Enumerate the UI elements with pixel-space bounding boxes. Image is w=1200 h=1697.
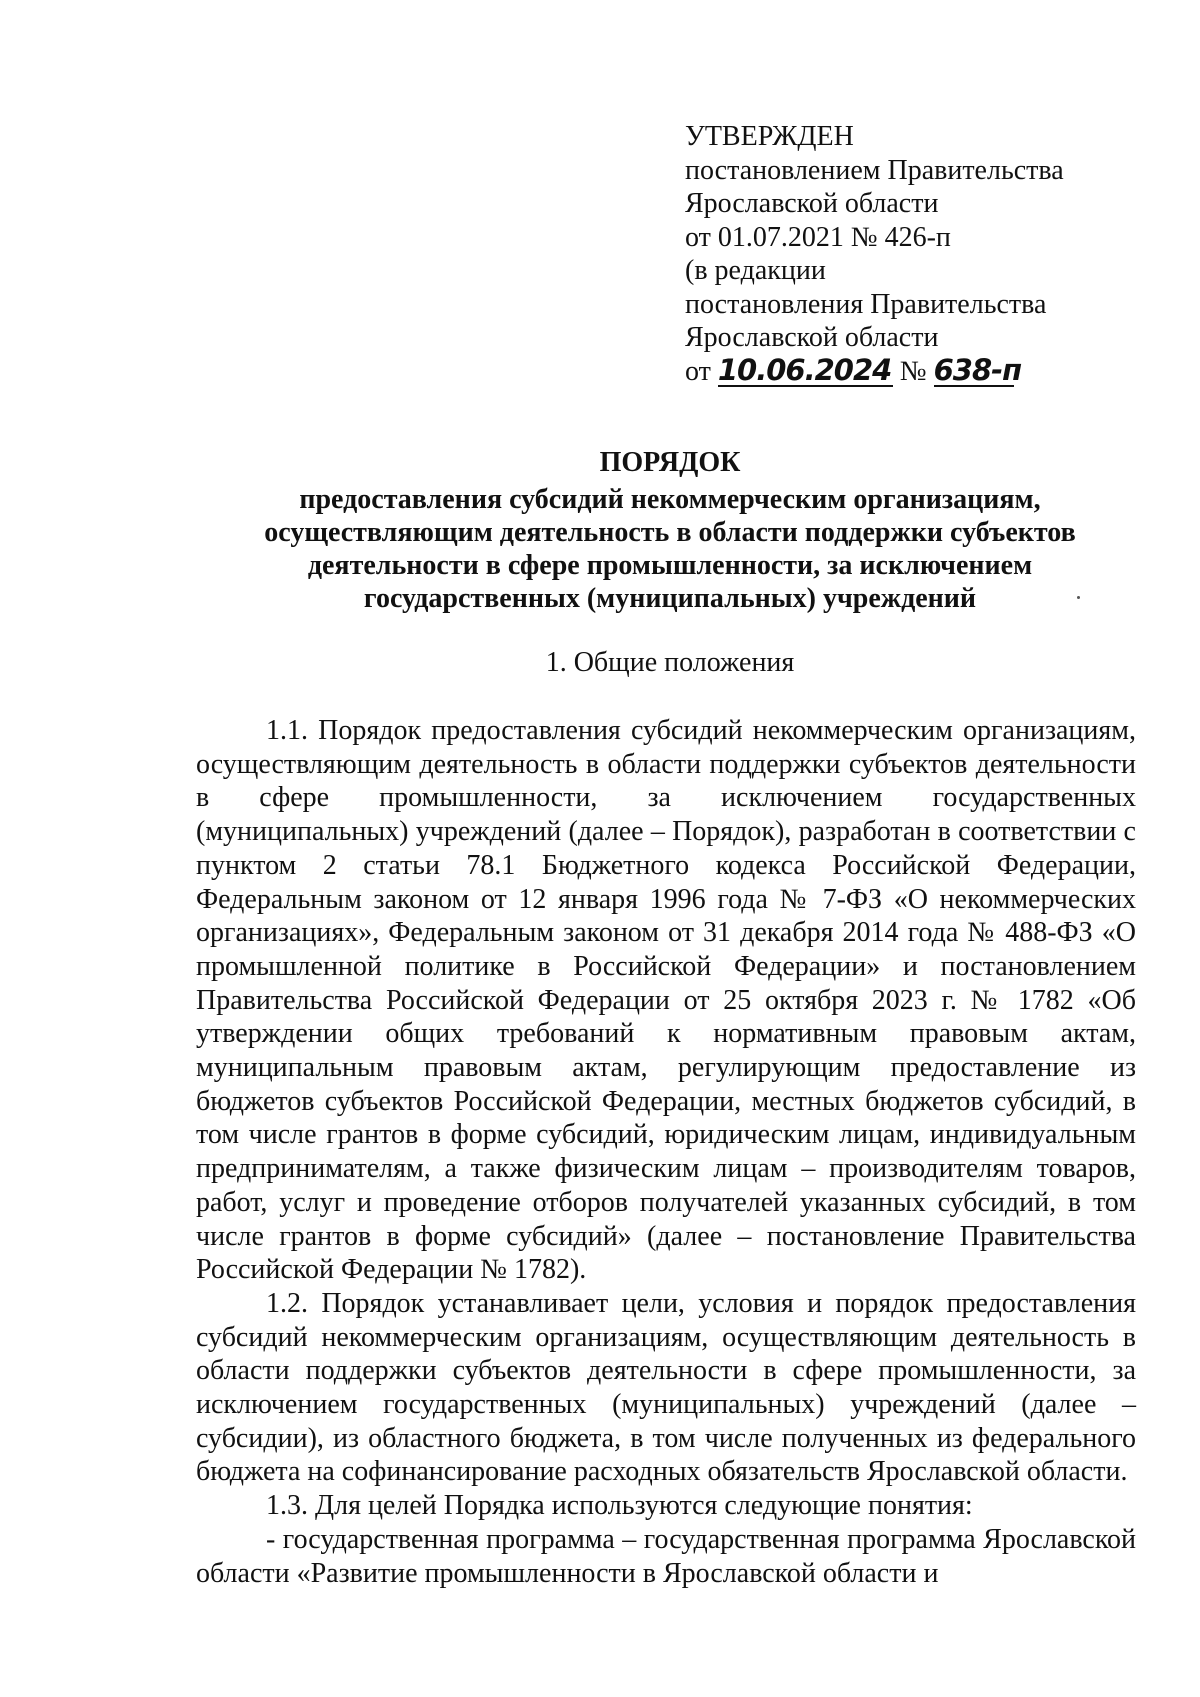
number-label: № [899, 355, 927, 387]
approval-line: постановления Правительства [685, 288, 1047, 320]
title-line: предоставления субсидий некоммерческим организациям, [299, 484, 1041, 515]
approval-line: постановлением Правительства [685, 154, 1064, 186]
approval-line: Ярославской области [685, 188, 939, 219]
approval-line: Ярославской области [685, 322, 939, 353]
paragraph-1-1: 1.1. Порядок предоставления субсидий некоммерческим организациям, осуществляющим деятельность в области поддержки субъектов деятельности в сфере промышленности, за исключением государственных (муниципальных) учреждений (далее – Порядок), разработан в соответствии с пунктом 2 статьи 78.1 Бюджетного кодекса Российской Федерации, Федеральным законом от 12 января 1996 года № 7-ФЗ «О некоммерческих организациях», Федеральным законом от 31 декабря 2014 года № 488-ФЗ «О промышленной политике в Российской Федерации» и постановлением Правительства Российской Федерации от 25 октября 2023 г. № 1782 «Об утверждении общих требований к нормативным правовым актам, муниципальным правовым актам, регулирующим предоставление из бюджетов субъектов Российской Федерации, местных бюджетов субсидий, в том числе грантов в форме субсидий, юридическим лицам, индивидуальным предпринимателям, а также физическим лицам – производителям товаров, работ, услуг и проведение отборов получателей указанных субсидий, в том числе грантов в форме субсидий» (далее – постановление Правительства Российской Федерации № 1782). [196, 715, 1136, 1286]
approval-line: от 01.07.2021 № 426-п [685, 221, 951, 253]
approval-handwritten-line [685, 352, 1145, 389]
document-body [196, 714, 1136, 1590]
title-main: ПОРЯДОК [599, 447, 741, 478]
handwritten-date: 10.06.2024 [717, 352, 892, 387]
document-title [190, 446, 1150, 615]
approval-stamp-block [685, 120, 1145, 388]
section-heading: 1. Общие положения [545, 647, 795, 678]
paragraph-1-2: 1.2. Порядок устанавливает цели, условия и порядок предоставления субсидий некоммерческим организациям, осуществляющим деятельность в области поддержки субъектов деятельности в сфере промышленности, за исключением государственных (муниципальных) учреждений (далее – субсидии), из областного бюджета, в том числе полученных из федерального бюджета на софинансирование расходных обязательств Ярославской области. [196, 1287, 1136, 1488]
paragraph-1-3-item: - государственная программа – государственная программа Ярославской области «Развитие промышленности в Ярославской области и [196, 1523, 1136, 1589]
paragraph-1-3: 1.3. Для целей Порядка используются следующие понятия: [266, 1490, 973, 1522]
title-line: государственных (муниципальных) учреждений [363, 583, 977, 614]
title-line: деятельности в сфере промышленности, за исключением [307, 550, 1033, 581]
title-line: осуществляющим деятельность в области поддержки субъектов [264, 517, 1076, 548]
approval-line: (в редакции [685, 255, 826, 286]
approval-heading: УТВЕРЖДЕН [685, 121, 854, 152]
ot-label: от [685, 355, 711, 387]
handwritten-number: 638-п [933, 352, 1022, 387]
